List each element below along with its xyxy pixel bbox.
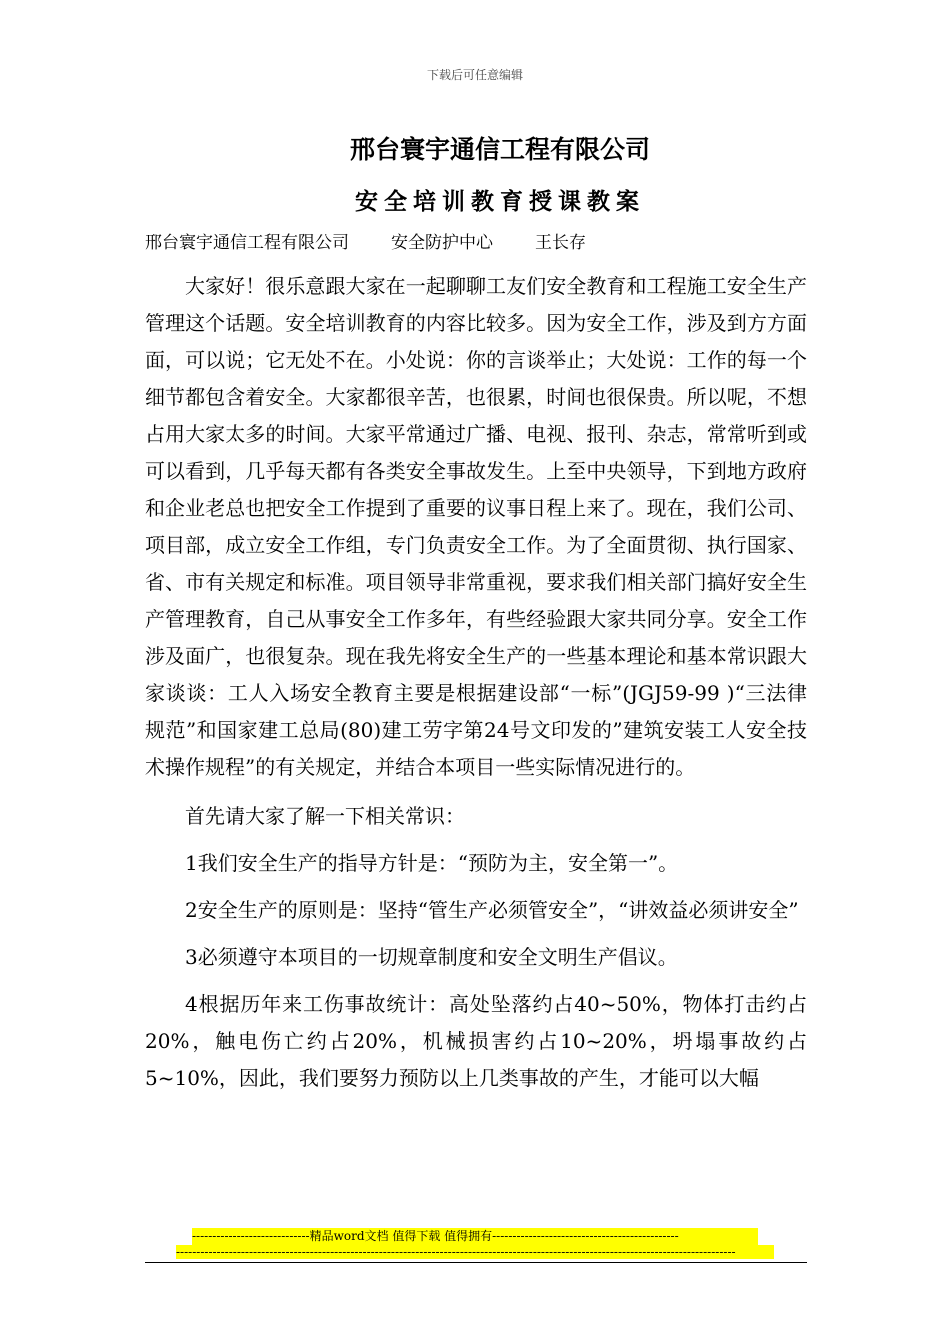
paragraph-item-1: 1我们安全生产的指导方针是：“预防为主，安全第一”。 xyxy=(185,851,679,875)
document-subtitle: 安全培训教育授课教案 xyxy=(355,188,645,215)
paragraph-intro: 大家好！很乐意跟大家在一起聊聊工友们安全教育和工程施工安全生产管理这个话题。安全培训教育的内容比较多。因为安全工作，涉及到方方面面，可以说；它无处不在。小处说：你的言谈举止；大处说：工作的每一个细节都包含着安全。大家都很辛苦，也很累，时间也很保贵。所以呢，不想占用大家太多的时间。大家平常通过广播、电视、报刊、杂志，常常听到或可以看到，几乎每天都有各类安全事故发生。上至中央领导，下到地方政府和企业老总也把安全工作提到了重要的议事日程上来了。现在，我们公司、项目部，成立安全工作组，专门负责安全工作。为了全面贯彻、执行国家、省、市有关规定和标准。项目领导非常重视，要求我们相关部门搞好安全生产管理教育，自己从事安全工作多年，有些经验跟大家共同分享。安全工作涉及面广，也很复杂。现在我先将安全生产的一些基本理论和基本常识跟大家谈谈：工人入场安全教育主要是根据建设部“一标”(JGJ59-99 )“三法律规范”和国家建工总局(80)建工劳字第24号文印发的”建筑安装工人安全技术操作规程”的有关规定，并结合本项目一些实际情况进行的。 xyxy=(145,274,807,779)
paragraph-common-knowledge: 首先请大家了解一下相关常识： xyxy=(185,804,465,828)
document-title: 邢台寰宇通信工程有限公司 xyxy=(349,135,650,164)
author-company: 邢台寰宇通信工程有限公司 xyxy=(145,233,349,253)
footer-line-1: -----------------------------精品word文档 值得下载 值得拥有---------------------------------------------- xyxy=(192,1228,758,1245)
author-department: 安全防护中心 xyxy=(391,233,493,253)
author-line xyxy=(145,228,805,253)
footer-line-2: ------------------------------------------------------------------------------------------------------------------------------------------ xyxy=(176,1245,774,1259)
author-name: 王长存 xyxy=(535,233,586,253)
footer-rule xyxy=(145,1262,807,1263)
paragraph-item-2: 2安全生产的原则是：坚持“管生产必须管安全”，“讲效益必须讲安全” xyxy=(185,898,799,922)
document-body xyxy=(145,268,807,1107)
paragraph-item-3: 3必须遵守本项目的一切规章制度和安全文明生产倡议。 xyxy=(185,945,678,969)
header-note: 下载后可任意编辑 xyxy=(426,68,523,82)
paragraph-item-4: 4根据历年来工伤事故统计：高处坠落约占40~50%，物体打击约占20%，触电伤亡约占20%，机械损害约占10~20%，坍塌事故约占5~10%，因此，我们要努力预防以上几类事故的产生，才能可以大幅 xyxy=(145,992,807,1090)
